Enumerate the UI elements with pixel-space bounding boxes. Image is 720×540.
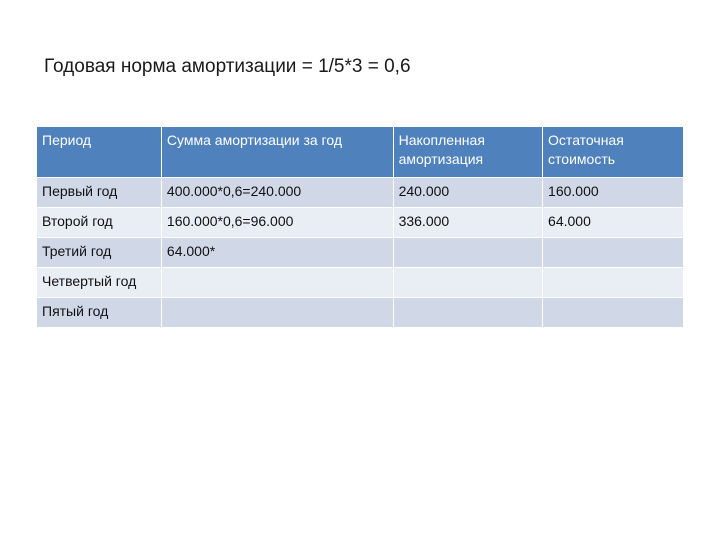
header-residual-value: Остаточная стоимость xyxy=(543,127,684,178)
table-row xyxy=(37,178,684,208)
cell-period: Пятый год xyxy=(37,298,162,328)
cell-annual-depreciation xyxy=(161,298,393,328)
cell-annual-depreciation: 400.000*0,6=240.000 xyxy=(161,178,393,208)
cell-annual-depreciation: 160.000*0,6=96.000 xyxy=(161,208,393,238)
cell-period: Третий год xyxy=(37,238,162,268)
page-title: Годовая норма амортизации = 1/5*3 = 0,6 xyxy=(44,56,411,77)
cell-annual-depreciation xyxy=(161,268,393,298)
cell-annual-depreciation: 64.000* xyxy=(161,238,393,268)
cell-accumulated-depreciation xyxy=(393,238,542,268)
header-period: Период xyxy=(37,127,162,178)
depreciation-table xyxy=(36,126,684,328)
table-row xyxy=(37,208,684,238)
cell-accumulated-depreciation xyxy=(393,298,542,328)
cell-residual-value xyxy=(543,238,684,268)
cell-residual-value xyxy=(543,268,684,298)
cell-residual-value: 160.000 xyxy=(543,178,684,208)
table-row xyxy=(37,268,684,298)
header-accumulated-depreciation: Накопленная амортизация xyxy=(393,127,542,178)
table-header-row xyxy=(37,127,684,178)
cell-residual-value xyxy=(543,298,684,328)
table-row xyxy=(37,238,684,268)
cell-accumulated-depreciation: 240.000 xyxy=(393,178,542,208)
cell-residual-value: 64.000 xyxy=(543,208,684,238)
cell-period: Второй год xyxy=(37,208,162,238)
cell-period: Четвертый год xyxy=(37,268,162,298)
header-annual-depreciation: Сумма амортизации за год xyxy=(161,127,393,178)
cell-period: Первый год xyxy=(37,178,162,208)
table-row xyxy=(37,298,684,328)
cell-accumulated-depreciation: 336.000 xyxy=(393,208,542,238)
cell-accumulated-depreciation xyxy=(393,268,542,298)
